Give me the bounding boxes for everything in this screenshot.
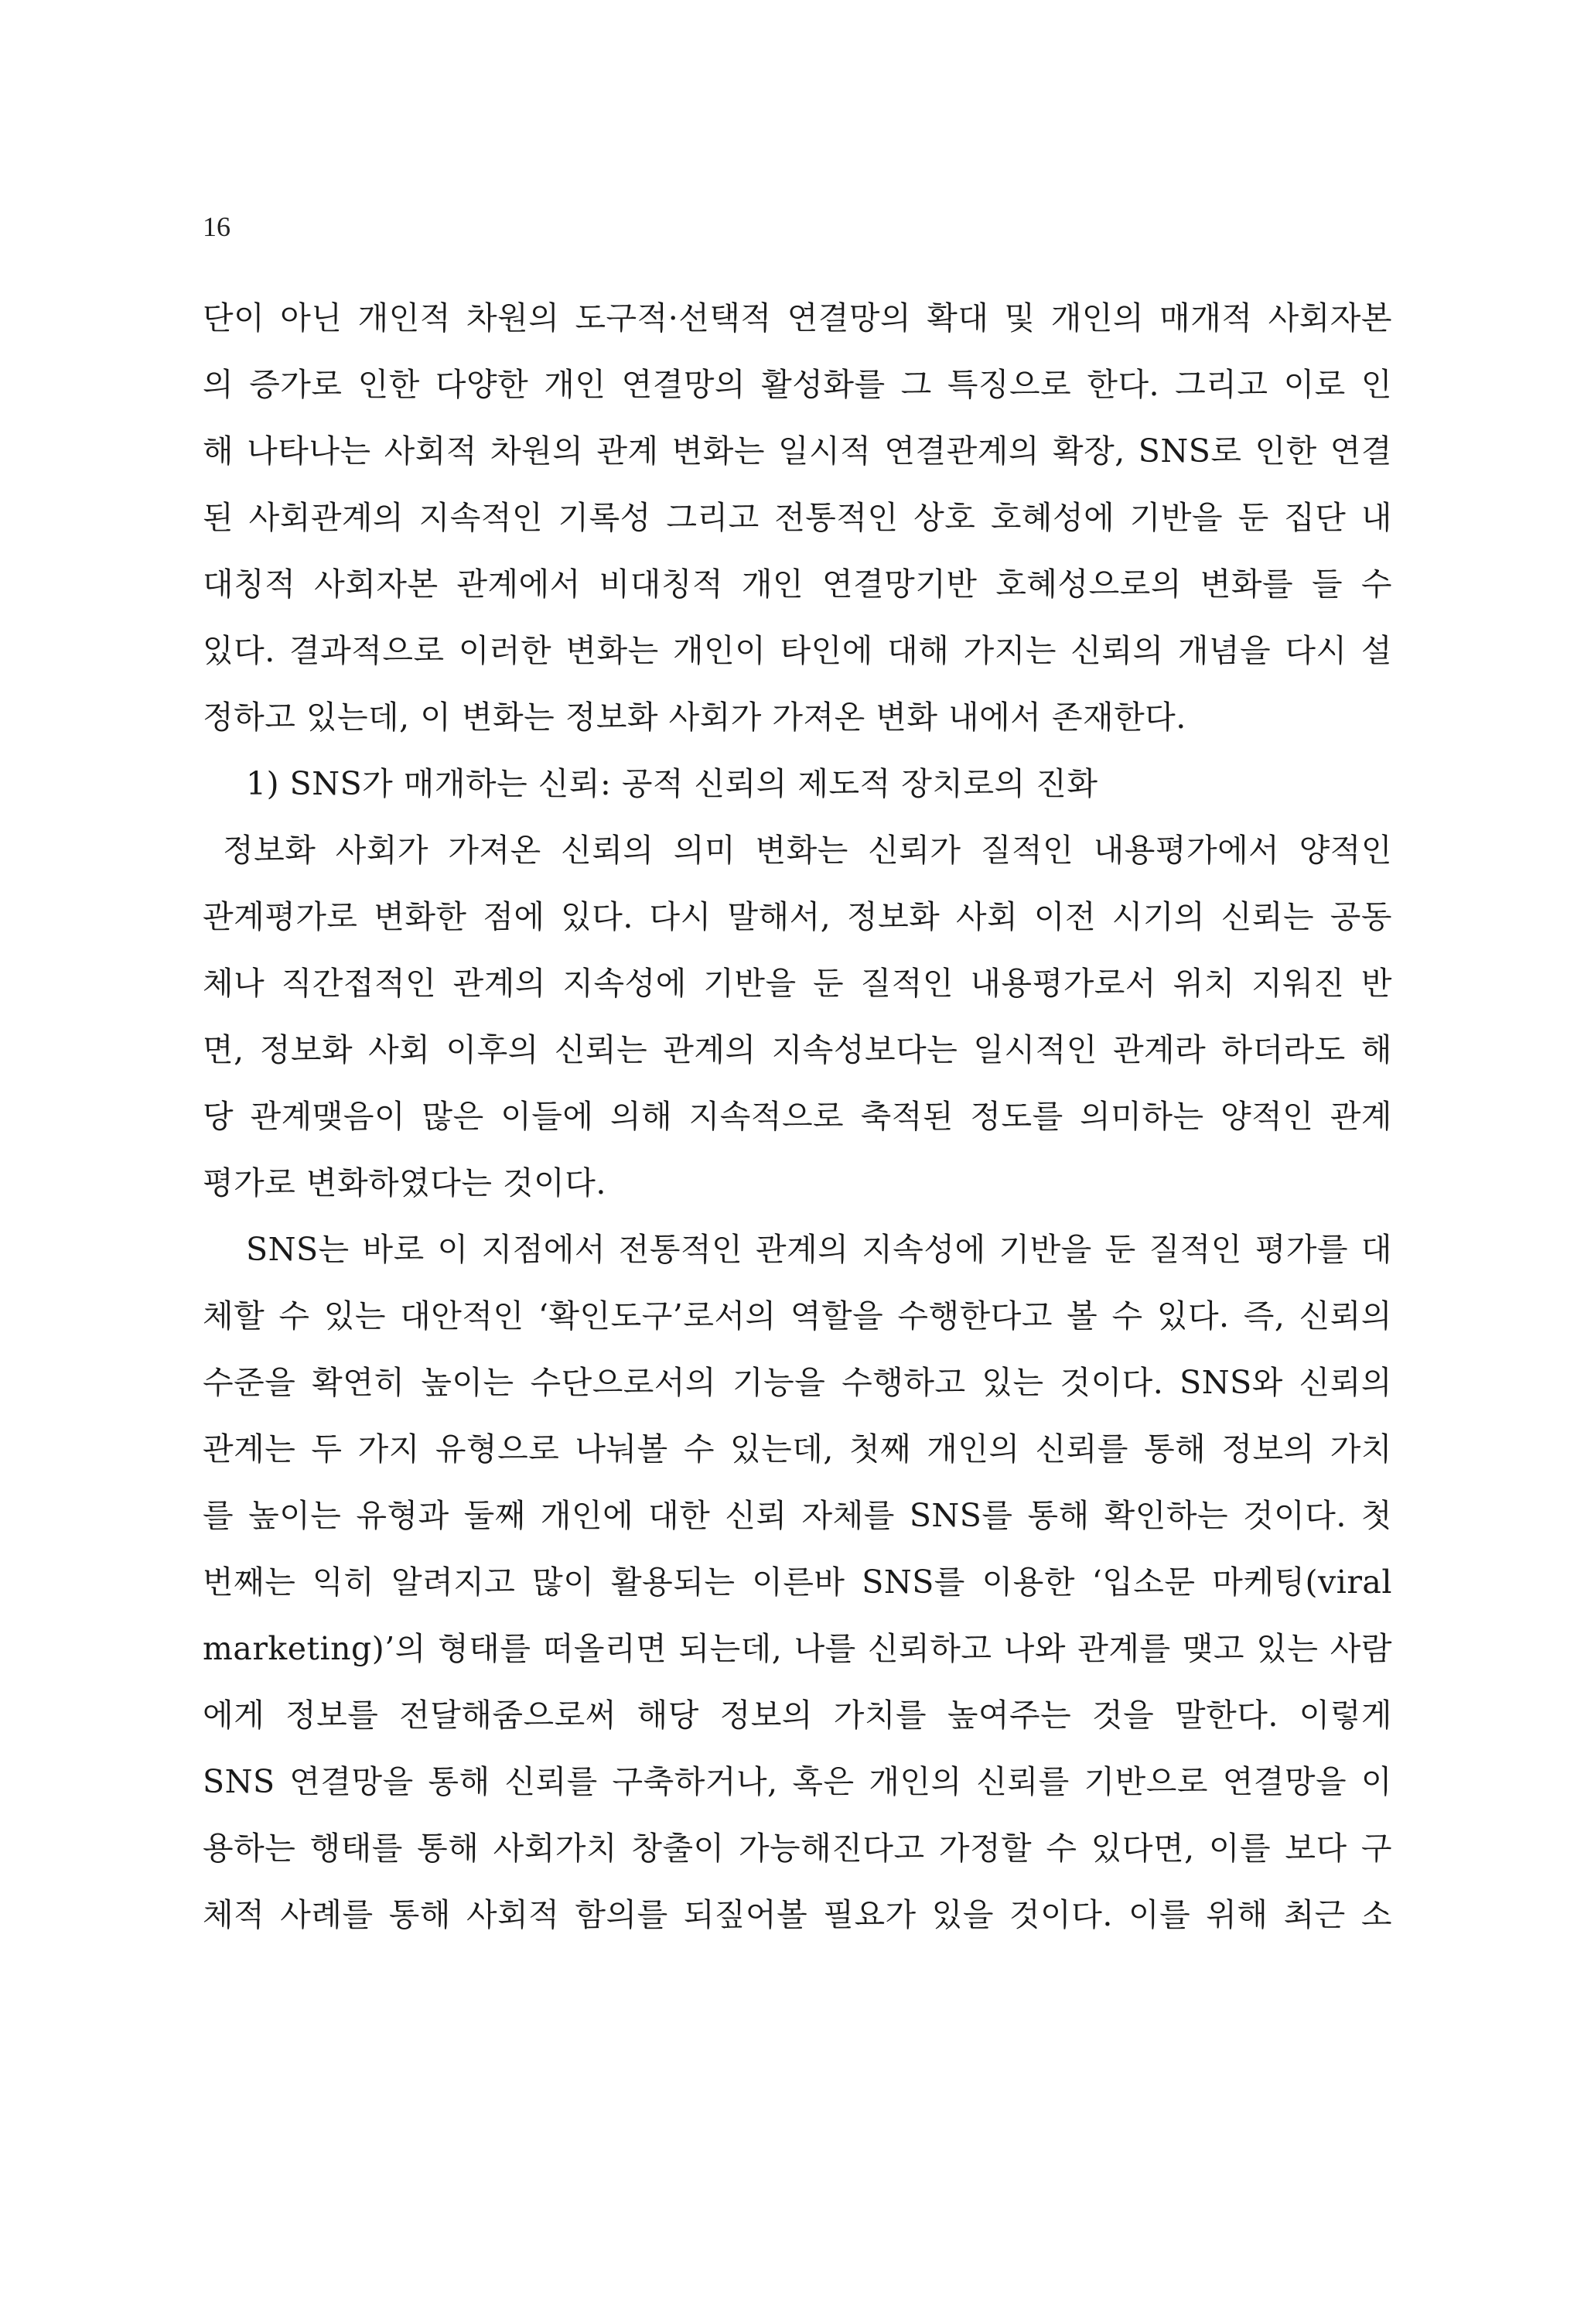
text-line: 체할 수 있는 대안적인 ‘확인도구’로서의 역할을 수행한다고 볼 수 있다. 즉, 신뢰의 [203, 1297, 1392, 1335]
page-number: 16 [203, 211, 230, 242]
text-line: 를 높이는 유형과 둘째 개인에 대한 신뢰 자체를 SNS를 통해 확인하는 것이다. 첫 [203, 1497, 1392, 1534]
text-line: 해 나타나는 사회적 차원의 관계 변화는 일시적 연결관계의 확장, SNS로 인한 연결 [203, 432, 1392, 470]
text-line: 단이 아닌 개인적 차원의 도구적·선택적 연결망의 확대 및 개인의 매개적 사회자본 [203, 299, 1392, 337]
text-line: 정하고 있는데, 이 변화는 정보화 사회가 가져온 변화 내에서 존재한다. [203, 699, 1186, 736]
text-line: 수준을 확연히 높이는 수단으로서의 기능을 수행하고 있는 것이다. SNS와 신뢰의 [203, 1364, 1392, 1401]
text-line: 당 관계맺음이 많은 이들에 의해 지속적으로 축적된 정도를 의미하는 양적인 관계 [203, 1098, 1392, 1135]
text-line: 관계는 두 가지 유형으로 나눠볼 수 있는데, 첫째 개인의 신뢰를 통해 정보의 가치 [203, 1430, 1392, 1468]
body-text [203, 285, 1392, 1948]
text-line: 된 사회관계의 지속적인 기록성 그리고 전통적인 상호 호혜성에 기반을 둔 집단 내 [203, 499, 1392, 536]
text-line: marketing)’의 형태를 떠올리면 되는데, 나를 신뢰하고 나와 관계를 맺고 있는 사람 [203, 1630, 1392, 1667]
text-line: SNS는 바로 이 지점에서 전통적인 관계의 지속성에 기반을 둔 질적인 평가를 대 [246, 1231, 1392, 1268]
text-line: SNS 연결망을 통해 신뢰를 구축하거나, 혹은 개인의 신뢰를 기반으로 연결망을 이 [203, 1763, 1392, 1800]
text-line: 의 증가로 인한 다양한 개인 연결망의 활성화를 그 특징으로 한다. 그리고 이로 인 [203, 366, 1392, 403]
text-line: 대칭적 사회자본 관계에서 비대칭적 개인 연결망기반 호혜성으로의 변화를 들 수 [203, 566, 1392, 603]
text-line: 체나 직간접적인 관계의 지속성에 기반을 둔 질적인 내용평가로서 위치 지워진 반 [203, 965, 1392, 1002]
section-heading: 1) SNS가 매개하는 신뢰: 공적 신뢰의 제도적 장치로의 진화 [246, 765, 1098, 802]
text-line: 면, 정보화 사회 이후의 신뢰는 관계의 지속성보다는 일시적인 관계라 하더라도 해 [203, 1031, 1392, 1068]
text-line: 체적 사례를 통해 사회적 함의를 되짚어볼 필요가 있을 것이다. 이를 위해 최근 소 [203, 1896, 1392, 1933]
text-line: 번째는 익히 알려지고 많이 활용되는 이른바 SNS를 이용한 ‘입소문 마케팅(viral [203, 1564, 1392, 1601]
text-line: 정보화 사회가 가져온 신뢰의 의미 변화는 신뢰가 질적인 내용평가에서 양적인 [223, 832, 1392, 869]
text-line: 용하는 행태를 통해 사회가치 창출이 가능해진다고 가정할 수 있다면, 이를 보다 구 [203, 1830, 1392, 1867]
text-line: 관계평가로 변화한 점에 있다. 다시 말해서, 정보화 사회 이전 시기의 신뢰는 공동 [203, 898, 1392, 935]
text-line: 에게 정보를 전달해줌으로써 해당 정보의 가치를 높여주는 것을 말한다. 이렇게 [203, 1697, 1392, 1734]
text-line: 평가로 변화하였다는 것이다. [203, 1164, 606, 1201]
text-line: 있다. 결과적으로 이러한 변화는 개인이 타인에 대해 가지는 신뢰의 개념을 다시 설 [203, 632, 1392, 669]
